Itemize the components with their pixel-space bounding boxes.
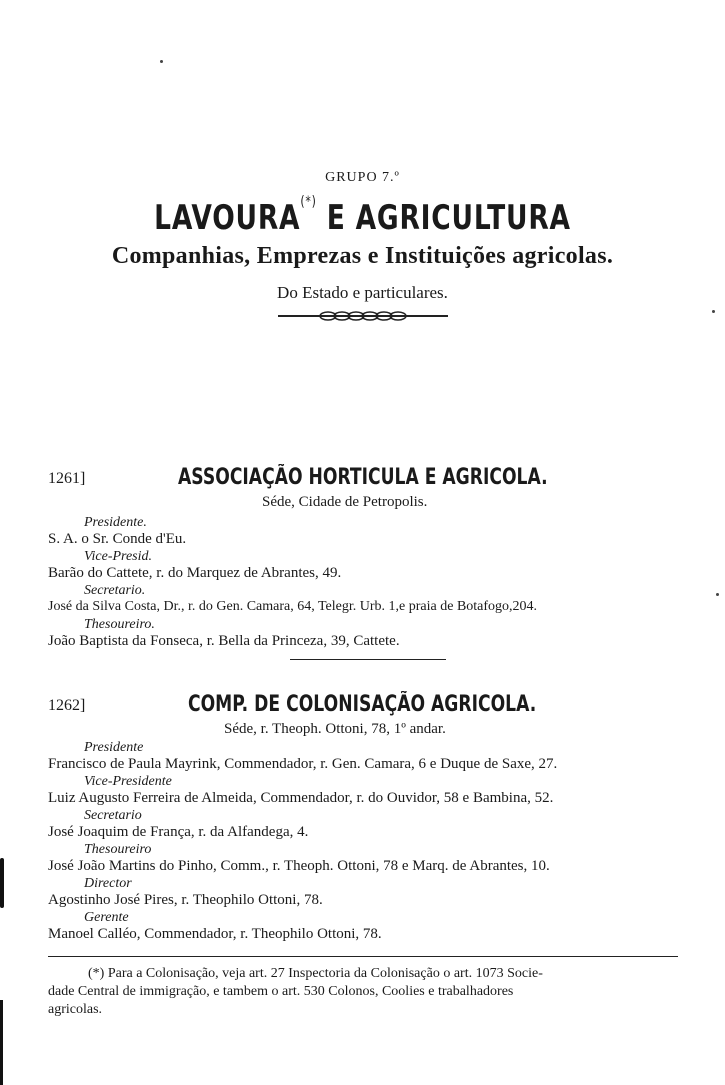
- page-subtitle-secondary: Do Estado e particulares.: [277, 283, 448, 302]
- footnote-mark: (*): [300, 194, 317, 210]
- member-line: José Joaquim de França, r. da Alfandega, 4.: [48, 824, 309, 840]
- role-label: Director: [84, 876, 132, 891]
- role-label: Presidente.: [84, 515, 147, 530]
- member-line: Agostinho José Pires, r. Theophilo Ottoni, 78.: [48, 892, 323, 908]
- title-word: LAVOURA: [154, 198, 301, 238]
- entry-number: 1261]: [48, 470, 86, 487]
- footnote-rule: [48, 956, 678, 957]
- role-label: Thesoureiro.: [84, 617, 155, 632]
- role-label: Secretario: [84, 808, 142, 823]
- group-label: GRUPO 7.º: [325, 170, 400, 185]
- role-label: Secretario.: [84, 583, 146, 598]
- page-title: [80, 194, 646, 238]
- role-label: Vice-Presid.: [84, 549, 153, 564]
- page-subtitle: Companhias, Emprezas e Instituições agricolas.: [111, 243, 614, 269]
- footnote-line: dade Central de immigração, e tambem o art. 530 Colonos, Coolies e trabalhadores: [48, 984, 514, 999]
- member-line: S. A. o Sr. Conde d'Eu.: [48, 531, 187, 547]
- scan-edge-mark: [0, 858, 4, 908]
- role-label: Gerente: [84, 910, 129, 925]
- member-line: Manoel Calléo, Commendador, r. Theophilo Ottoni, 78.: [48, 926, 382, 942]
- scan-speck: [160, 60, 163, 63]
- entry-title: COMP. DE COLONISAÇÃO AGRICOLA.: [188, 692, 537, 717]
- member-line: Luiz Augusto Ferreira de Almeida, Commendador, r. do Ouvidor, 58 e Bambina, 52.: [48, 790, 554, 806]
- entry-title: ASSOCIAÇÃO HORTICULA E AGRICOLA.: [178, 465, 548, 490]
- member-line: José João Martins do Pinho, Comm., r. Theoph. Ottoni, 78 e Marq. de Abrantes, 10.: [48, 858, 550, 874]
- section-divider: [290, 659, 446, 660]
- entry-number: 1262]: [48, 697, 86, 714]
- member-line: João Baptista da Fonseca, r. Bella da Princeza, 39, Cattete.: [48, 633, 400, 649]
- ornament-divider: [278, 309, 448, 323]
- member-line: José da Silva Costa, Dr., r. do Gen. Camara, 64, Telegr. Urb. 1,e praia de Botafogo,204.: [48, 599, 538, 614]
- member-line: Barão do Cattete, r. do Marquez de Abrantes, 49.: [48, 565, 342, 581]
- entry-seat: Séde, Cidade de Petropolis.: [262, 494, 428, 510]
- member-line: Francisco de Paula Mayrink, Commendador, r. Gen. Camara, 6 e Duque de Saxe, 27.: [48, 756, 558, 772]
- footnote-line: agricolas.: [48, 1002, 103, 1017]
- scan-speck: [716, 593, 719, 596]
- scan-speck: [712, 310, 715, 313]
- title-rest: E AGRICULTURA: [316, 198, 571, 238]
- entry-seat: Séde, r. Theoph. Ottoni, 78, 1º andar.: [224, 721, 446, 737]
- footnote-line: (*) Para a Colonisação, veja art. 27 Inspectoria da Colonisação o art. 1073 Socie-: [88, 966, 543, 981]
- role-label: Presidente: [84, 740, 144, 755]
- scan-edge-mark: [0, 1000, 3, 1085]
- role-label: Thesoureiro: [84, 842, 152, 857]
- role-label: Vice-Presidente: [84, 774, 172, 789]
